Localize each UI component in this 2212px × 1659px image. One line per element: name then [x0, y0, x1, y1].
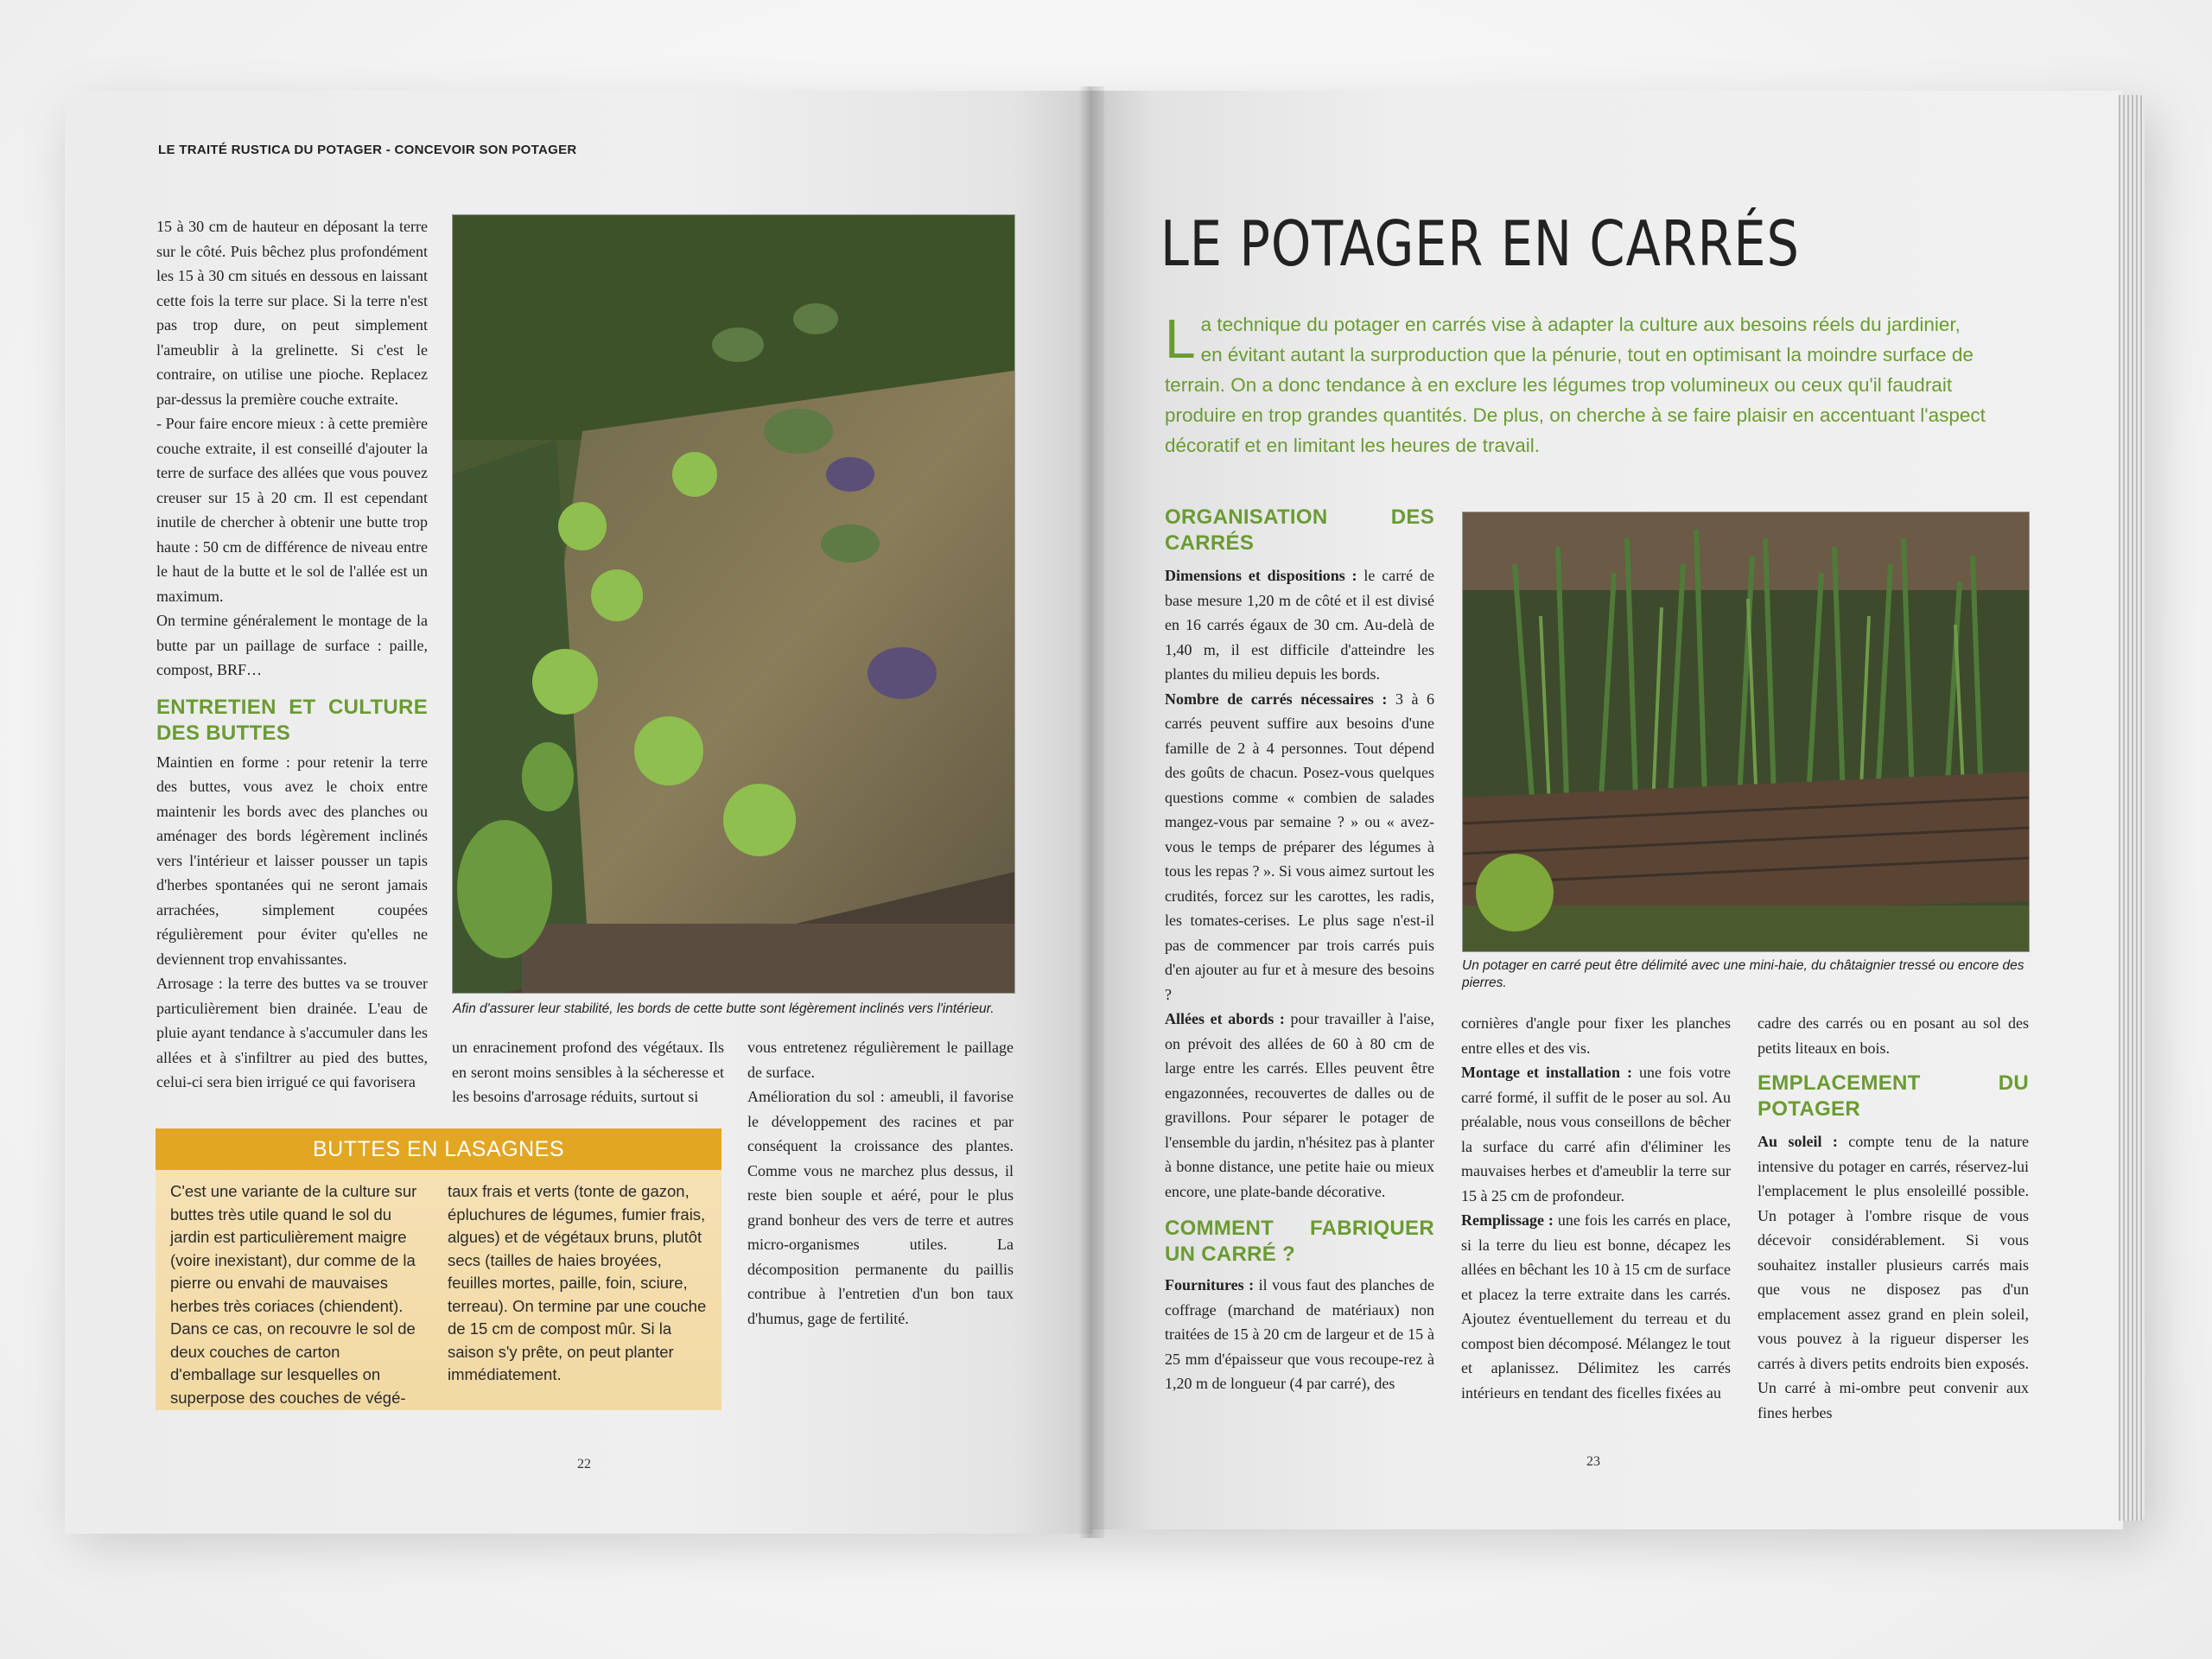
- lead-label: Au soleil :: [1758, 1133, 1838, 1150]
- paragraph-text: une fois votre carré formé, il suffit de le poser au sol. Au préalable, nous vous conseillons de bêcher la surface du carré afin d'éliminer les mauvaises herbes et d'ameublir la terre sur 15 à 25 cm de profondeur.: [1461, 1064, 1731, 1205]
- carre-photo-caption: Un potager en carré peut être délimité avec une mini-haie, du châtaignier tressé ou encore des pierres.: [1462, 958, 2024, 990]
- paragraph: [1461, 1060, 1731, 1208]
- paragraph: [1461, 1208, 1731, 1405]
- paragraph-text: pour travailler à l'aise, on prévoit des allées de 60 à 80 cm de large entre les carrés. Elles peuvent être engazonnées, recouvertes de dalles ou de gravillons. Pour séparer le potager de l'ensemble du jardin, n'hésitez pas à planter à bonne distance, une petite haie ou mieux encore, une plate-bande décorative.: [1165, 1010, 1434, 1200]
- section-heading-entretien: ENTRETIEN ET CULTURE DES BUTTES: [156, 695, 428, 745]
- lead-label: Allées et abords :: [1165, 1010, 1285, 1027]
- lead-label: Montage et installation :: [1461, 1064, 1632, 1081]
- intro-text: a technique du potager en carrés vise à adapter la culture aux besoins réels du jardinier, en évitant autant la surproduction que la pénurie, tout en optimisant la moindre surface de terrain. On a donc tendance à en exclure les légumes trop volumineux ou ceux qu'il faudrait produire en trop grandes quantités. De plus, on cherche à se faire plaisir en accentuant l'aspect décoratif et en limitant les heures de travail.: [1165, 314, 1986, 456]
- section-heading-organisation: ORGANISATION DES CARRÉS: [1165, 505, 1434, 555]
- intro-paragraph: [1165, 309, 1986, 461]
- right-column-1: [1165, 505, 1434, 1396]
- paragraph: [1165, 1007, 1434, 1204]
- paragraph: vous entretenez régulièrement le paillage de surface.: [747, 1039, 1014, 1081]
- carre-photo: [1462, 512, 2030, 952]
- running-header-title: LE TRAITÉ RUSTICA DU POTAGER: [158, 143, 383, 157]
- left-column-2: [452, 1035, 724, 1109]
- right-column-2: [1461, 1011, 1731, 1405]
- paragraph: 15 à 30 cm de hauteur en déposant la terre sur le côté. Puis bêchez plus profondément les 15 à 30 cm situés en dessous en laissant cette fois la terre sur place. Si la terre n'est pas trop dure, on peut simplement l'ameublir à la grelinette. Si c'est le contraire, on utilise une pioche. Replacez par-dessus la première couche extraite.: [156, 218, 428, 408]
- right-column-3: [1758, 1011, 2029, 1425]
- paragraph: [1165, 1273, 1434, 1396]
- left-column-1: [156, 214, 428, 1095]
- lead-label: Nombre de carrés nécessaires :: [1165, 690, 1388, 708]
- page-number-right: 23: [1586, 1454, 1600, 1469]
- page-edges: [2119, 95, 2145, 1521]
- paragraph: cadre des carrés ou en posant au sol des petits liteaux en bois.: [1758, 1014, 2029, 1057]
- paragraph: Maintien en forme : pour retenir la terre des buttes, vous avez le choix entre maintenir les bords avec des planches ou aménager des bords légèrement inclinés vers l'intérieur et laisser pousser un tapis d'herbes spontanées qui ne seront jamais arrachées, simplement coupées régulièrement pour éviter qu'elles ne deviennent trop envahissantes.: [156, 753, 428, 968]
- paragraph: [1165, 563, 1434, 687]
- section-heading-emplacement: EMPLACEMENT DU POTAGER: [1758, 1071, 2029, 1121]
- lasagnes-box-title: BUTTES EN LASAGNES: [156, 1128, 721, 1170]
- butte-photo: [452, 214, 1015, 994]
- lead-label: Remplissage :: [1461, 1211, 1554, 1229]
- lead-label: Dimensions et dispositions :: [1165, 567, 1357, 584]
- paragraph: cornières d'angle pour fixer les planches entre elles et des vis.: [1461, 1014, 1731, 1057]
- paragraph-text: le carré de base mesure 1,20 m de côté et il est divisé en 16 carrés égaux de 30 cm. Au-delà de 1,40 m, il est difficile d'atteindre les plantes du milieu depuis les bords.: [1165, 567, 1434, 683]
- lead-label: Fournitures :: [1165, 1276, 1255, 1294]
- section-heading-fabrication: COMMENT FABRIQUER UN CARRÉ ?: [1165, 1217, 1434, 1266]
- left-column-3: [747, 1035, 1014, 1331]
- paragraph-text: il vous faut des planches de coffrage (marchand de matériaux) non traitées de 15 à 20 cm de largeur et de 15 à 25 mm d'épaisseur que vous recoupe-rez à 1,20 m de longueur (4 par carré), des: [1165, 1276, 1434, 1392]
- page-title: LE POTAGER EN CARRÉS: [1160, 207, 1800, 280]
- paragraph-text: 3 à 6 carrés peuvent suffire aux besoins d'une famille de 2 à 4 personnes. Tout dépend des goûts de chacun. Posez-vous quelques questions comme « combien de salades mangez-vous par semaine ? » ou « avez-vous le temps de préparer des légumes à tous les repas ? ». Si vous aimez surtout les crudités, forcez sur les carottes, les radis, les tomates-cerises. Le plus sage n'est-il pas de commencer par trois carrés puis d'en ajouter au fur et à mesure des besoins ?: [1165, 690, 1434, 1003]
- butte-photo-caption: Afin d'assurer leur stabilité, les bords de cette butte sont légèrement inclinés vers l'intérieur.: [453, 1001, 995, 1016]
- lasagnes-box-col2: taux frais et verts (tonte de gazon, épluchures de légumes, fumier frais, algues) et de végétaux bruns, plutôt secs (tailles de haies broyées, feuilles mortes, paille, foin, sciure, terreau). On termine par une couche de 15 cm de compost mûr. Si la saison s'y prête, on peut planter immédiatement.: [448, 1182, 707, 1383]
- paragraph: - Pour faire encore mieux : à cette première couche extraite, il est conseillé d'ajouter la terre de surface des allées que vous pouvez creuser sur 15 à 20 cm. Il est cependant inutile de chercher à obtenir une butte trop haute : 50 cm de différence de niveau entre le haut de la butte et le sol de l'allée est un maximum.: [156, 415, 428, 605]
- paragraph: Arrosage : la terre des buttes va se trouver particulièrement bien drainée. L'eau de pluie ayant tendance à s'accumuler dans les allées et à s'infiltrer au pied des buttes, celui-ci sera bien irrigué ce qui favorisera: [156, 975, 428, 1090]
- paragraph-text: compte tenu de la nature intensive du potager en carrés, réservez-lui l'emplacement le plus ensoleillé possible. Un potager à l'ombre risque de vous décevoir considérablement. Si vous souhaitez installer plusieurs carrés mais que vous ne disposez pas d'un emplacement assez grand en plein soleil, vous pouvez à la rigueur disperser les carrés à divers petits endroits bien exposés. Un carré à mi-ombre peut convenir aux fines herbes: [1758, 1133, 2029, 1421]
- book-gutter: [1078, 86, 1104, 1538]
- intro-dropcap: L: [1165, 308, 1196, 370]
- page-number-left: 22: [577, 1457, 591, 1471]
- carre-photo-image: [1463, 512, 2029, 951]
- paragraph: [1758, 1129, 2029, 1425]
- paragraph: un enracinement profond des végétaux. Ils en seront moins sensibles à la sécheresse et les besoins d'arrosage réduits, surtout si: [452, 1039, 724, 1105]
- paragraph-text: une fois les carrés en place, si la terre du lieu est bonne, décapez les allées en bêchant les 10 à 15 cm de surface et placez la terre extraite dans les carrés. Ajoutez éventuellement du terreau et du compost bien décomposé. Mélangez le tout et aplanissez. Délimitez les carrés intérieurs en tendant des ficelles fixées au: [1461, 1211, 1731, 1402]
- butte-photo-image: [453, 215, 1014, 993]
- paragraph: Amélioration du sol : ameubli, il favorise le développement des racines et par conséquent la croissance des plantes. Comme vous ne marchez plus dessus, il reste bien souple et aéré, pour le plus grand bonheur des vers de terre et autres micro-organismes utiles. La décomposition permanente du paillis contribue à l'entretien d'un bon taux d'humus, gage de fertilité.: [747, 1088, 1014, 1327]
- running-header-section: - CONCEVOIR SON POTAGER: [382, 143, 577, 157]
- paragraph: On termine généralement le montage de la butte par un paillage de surface : paille, compost, BRF…: [156, 612, 428, 678]
- lasagnes-box-col1: C'est une variante de la culture sur buttes très utile quand le sol du jardin est particulièrement maigre (voire inexistant), dur comme de la pierre ou envahi de mauvaises herbes très coriaces (chiendent). Dans ce cas, on recouvre le sol de deux couches de carton d'emballage sur lesquelles on superpose des couches de végé-: [170, 1182, 417, 1407]
- paragraph: [1165, 687, 1434, 1007]
- running-header: [158, 143, 577, 157]
